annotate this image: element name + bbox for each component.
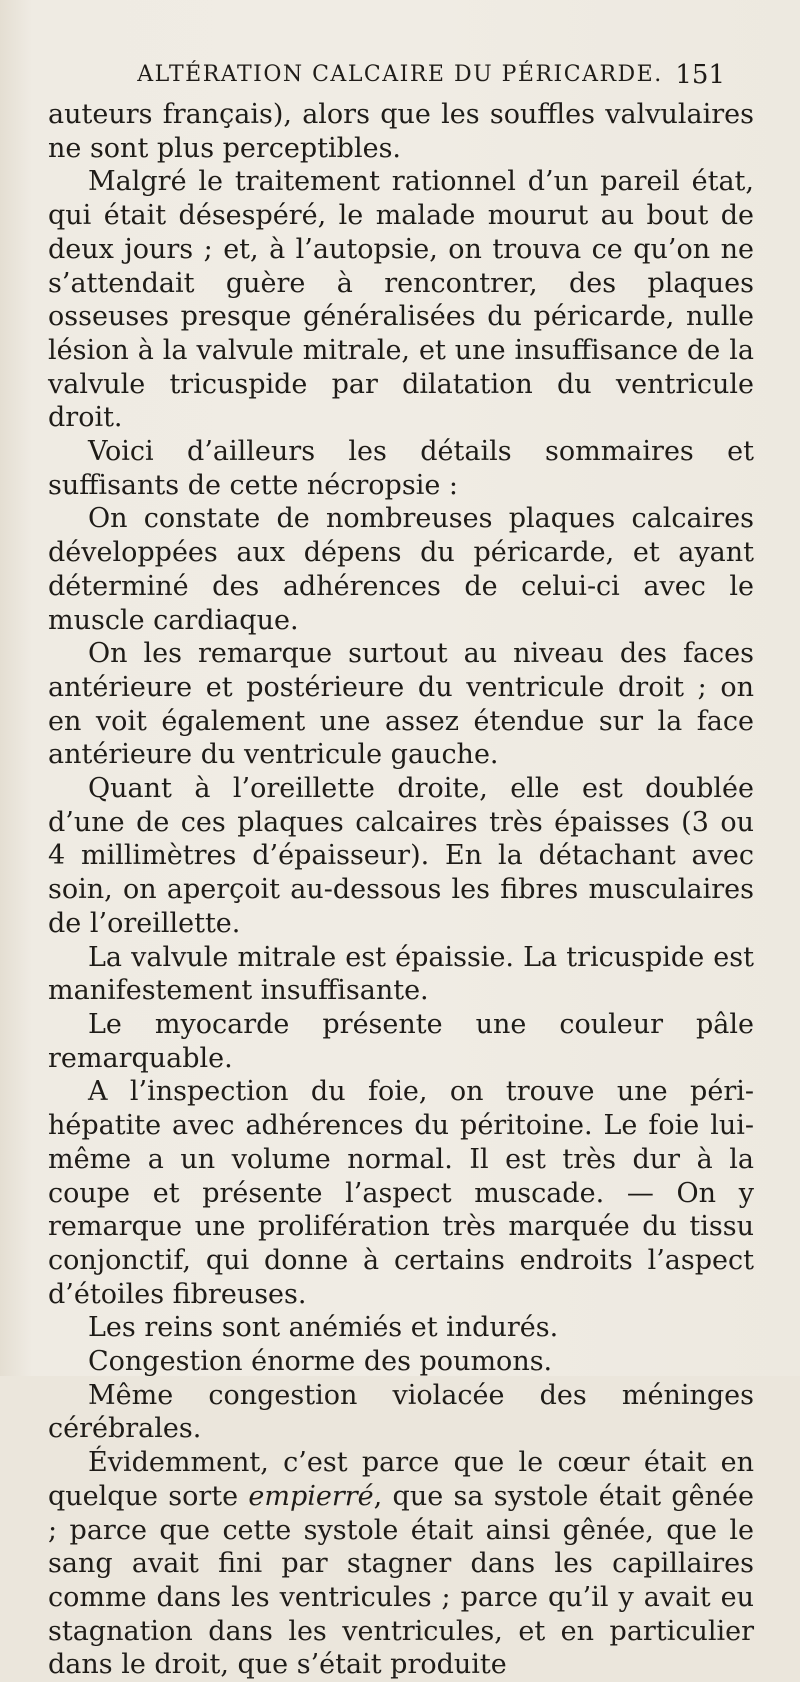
body-text (48, 98, 754, 1682)
paragraph-last (48, 1446, 754, 1682)
paragraph: Le myocarde présente une couleur pâle remarquable. (48, 1008, 754, 1074)
paragraph: La valvule mitrale est épaissie. La tricuspide est manifestement insuffisante. (48, 941, 754, 1007)
paragraph: auteurs français), alors que les souffles valvulaires ne sont plus perceptibles. (48, 99, 754, 164)
paragraph: Même congestion violacée des méninges cérébrales. (48, 1379, 754, 1445)
page-header (0, 60, 800, 100)
text-segment: , que sa systole était gênée ; parce que cette systole était ainsi gênée, que le sang avait fini par stagner dans les capillaires comme dans les ventricules ; parce qu’il y avait eu stagnation dans les ventricules, et en particulier dans le droit, que s’était produite (48, 1480, 754, 1681)
paragraph: On constate de nombreuses plaques calcaires développées aux dépens du péricarde, et ayant déterminé des adhérences de celui-ci avec le muscle cardiaque. (48, 503, 754, 636)
paragraph: Congestion énorme des poumons. (88, 1346, 553, 1378)
emphasis-word: empierré (248, 1480, 374, 1512)
page-number: 151 (675, 60, 725, 90)
paragraph: Malgré le traitement rationnel d’un pareil état, qui était désespéré, le malade mourut au bout de deux jours ; et, à l’autopsie, on trouva ce qu’on ne s’attendait guère à rencontrer, des plaques osseuses presque généralisées du péricarde, nulle lésion à la valvule mitrale, et une insuffisance de la valvule tricuspide par dilatation du ventricule droit. (48, 166, 754, 434)
paragraph: A l’inspection du foie, on trouve une péri-hépatite avec adhérences du péritoine. Le foie lui-même a un volume normal. Il est très dur à la coupe et présente l’aspect muscade. — On y remarque une prolifération très marquée du tissu conjonctif, qui donne à certains endroits l’aspect d’étoiles fibreuses. (48, 1076, 754, 1310)
running-title: ALTÉRATION CALCAIRE DU PÉRICARDE. (137, 62, 663, 87)
paragraph: On les remarque surtout au niveau des faces antérieure et postérieure du ventricule droit ; on en voit également une assez étendue sur la face antérieure du ventricule gauche. (48, 638, 754, 771)
paragraph: Quant à l’oreillette droite, elle est doublée d’une de ces plaques calcaires très épaisses (3 ou 4 millimètres d’épaisseur). En la détachant avec soin, on aperçoit au-dessous les fibres musculaires de l’oreillette. (48, 773, 754, 939)
text-segment: Évidemment, c’est parce que le cœur était en quelque sorte (48, 1447, 754, 1512)
paragraph: Voici d’ailleurs les détails sommaires et suffisants de cette nécropsie : (48, 436, 754, 501)
paragraph: Les reins sont anémiés et indurés. (88, 1312, 559, 1344)
